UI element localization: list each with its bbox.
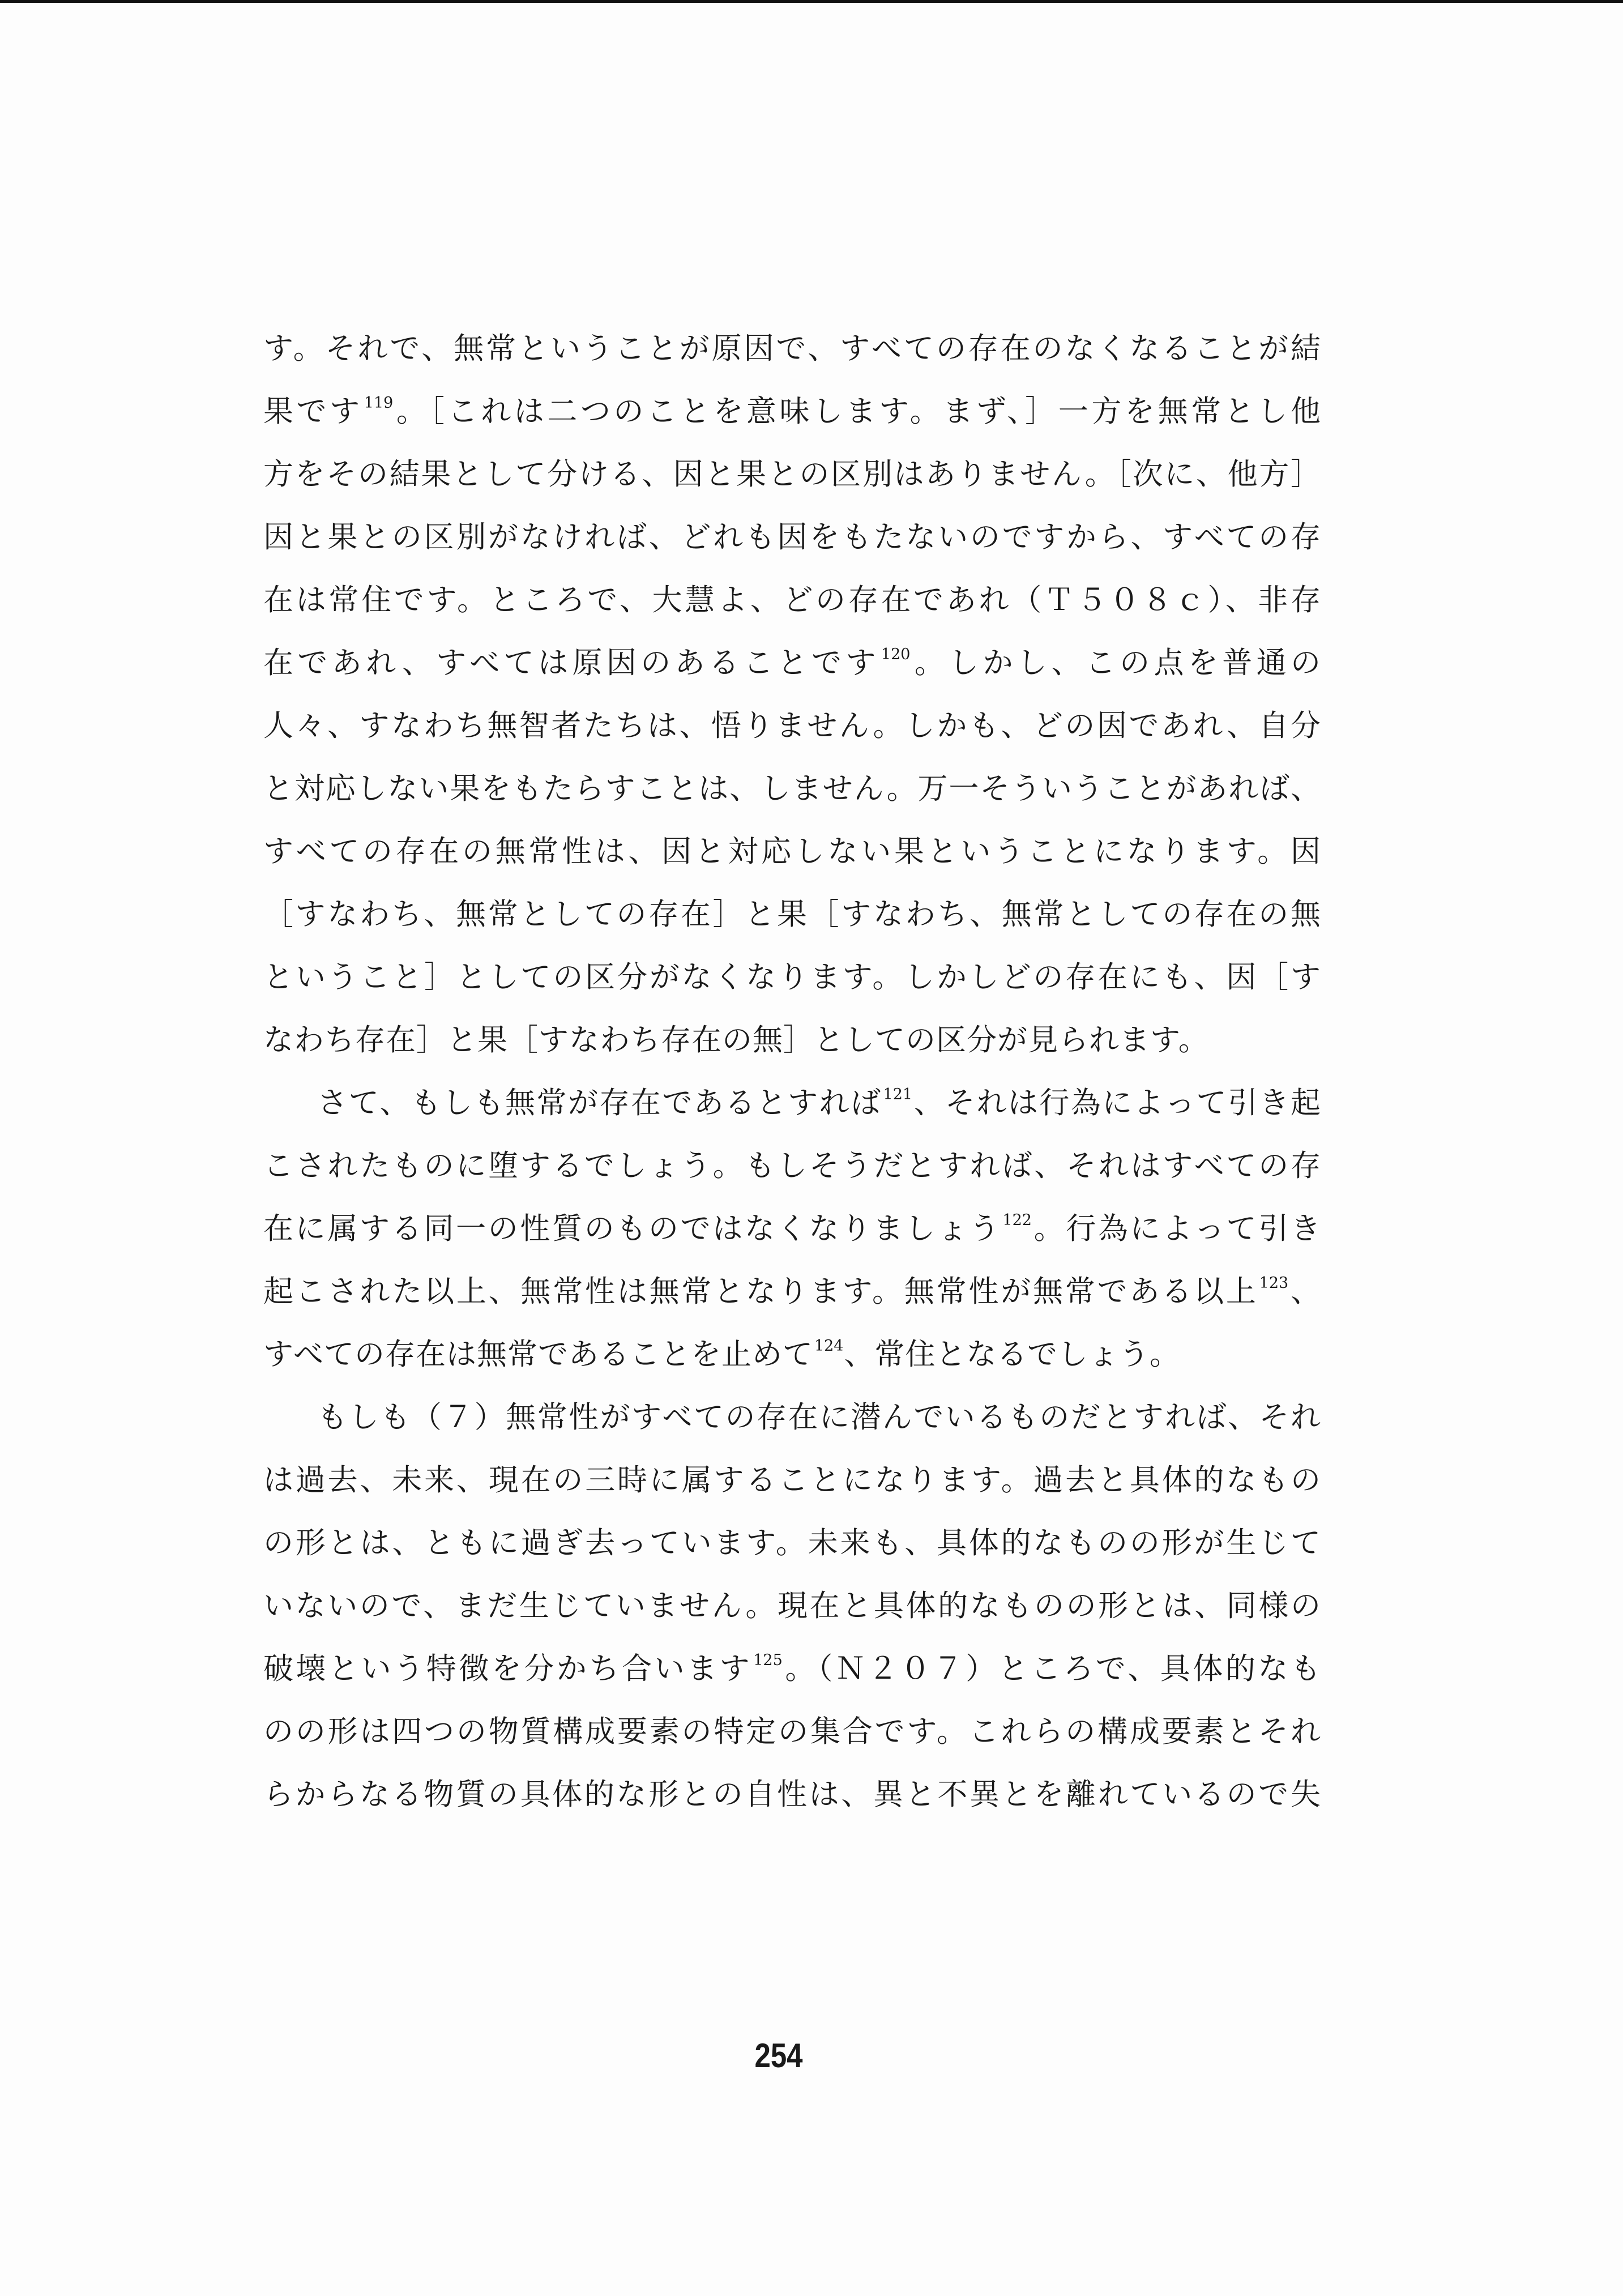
text-run: こされたものに堕するでしょう。もしそうだとすれば、それはすべての存	[263, 1149, 1321, 1183]
text-line	[263, 1512, 1321, 1574]
page-number: 254	[754, 2037, 803, 2075]
text-run: ということ］としての区分がなくなります。しかしどの存在にも、因［す	[263, 960, 1321, 995]
text-run: 在に属する同一の性質のものではなくなりましょう	[263, 1211, 1002, 1246]
text-line	[263, 443, 1321, 506]
text-run: ［すなわち、無常としての存在］と果［すなわち、無常としての存在の無	[263, 897, 1321, 932]
scan-edge-line	[0, 0, 1623, 3]
text-run: 。しかし、この点を普通の	[911, 646, 1321, 680]
text-line	[263, 1637, 1321, 1700]
footnote-ref: 125	[753, 1651, 783, 1669]
text-run: 因と果との区別がなければ、どれも因をもたないのですから、すべての存	[263, 520, 1321, 554]
text-line	[263, 1700, 1321, 1763]
text-run: の形とは、ともに過ぎ去っています。未来も、具体的なものの形が生じて	[263, 1526, 1321, 1560]
text-run: と対応しない果をもたらすことは、しません。万一そういうことがあれば、	[263, 771, 1321, 806]
text-run: もしも（７）無常性がすべての存在に潜んでいるものだとすれば、それ	[317, 1400, 1321, 1435]
paragraph	[263, 1386, 1321, 1826]
text-line	[263, 1449, 1321, 1512]
text-line	[263, 946, 1321, 1009]
text-line	[263, 1763, 1321, 1826]
text-line	[263, 757, 1321, 820]
text-line	[263, 1260, 1321, 1323]
text-line	[263, 1386, 1321, 1449]
text-run: すべての存在は無常であることを止めて	[263, 1337, 813, 1372]
footnote-ref: 122	[1002, 1211, 1032, 1229]
footnote-ref: 121	[883, 1086, 913, 1103]
text-run: 。（Ｎ２０７）ところで、具体的なも	[783, 1651, 1321, 1686]
footnote-ref: 123	[1259, 1274, 1289, 1292]
body-text	[263, 317, 1321, 1826]
text-run: 人々、すなわち無智者たちは、悟りません。しかも、どの因であれ、自分	[263, 709, 1321, 743]
footnote-ref: 119	[364, 394, 394, 412]
text-line	[263, 569, 1321, 631]
paragraph	[263, 1072, 1321, 1386]
text-run: は過去、未来、現在の三時に属することになります。過去と具体的なもの	[263, 1463, 1321, 1497]
text-line	[263, 631, 1321, 694]
text-line	[263, 1134, 1321, 1197]
text-run: 起こされた以上、無常性は無常となります。無常性が無常である以上	[263, 1274, 1258, 1309]
text-run: いないので、まだ生じていません。現在と具体的なものの形とは、同様の	[263, 1589, 1321, 1623]
text-line	[263, 883, 1321, 946]
text-run: 方をその結果として分ける、因と果との区別はありません。［次に、他方］	[263, 457, 1321, 492]
text-line	[263, 1072, 1321, 1134]
text-run: す。それで、無常ということが原因で、すべての存在のなくなることが結	[263, 331, 1321, 366]
text-line	[263, 1323, 1321, 1386]
text-run: のの形は四つの物質構成要素の特定の集合です。これらの構成要素とそれ	[263, 1714, 1321, 1749]
text-run: 。［これは二つのことを意味します。まず、］一方を無常とし他	[394, 394, 1321, 429]
text-line	[263, 1009, 1321, 1072]
text-line	[263, 694, 1321, 757]
text-run: すべての存在の無常性は、因と対応しない果ということになります。因	[263, 834, 1321, 869]
text-run: 果です	[263, 394, 363, 429]
text-line	[263, 1574, 1321, 1637]
text-line	[263, 506, 1321, 569]
text-run: 破壊という特徴を分かち合います	[263, 1651, 753, 1686]
text-run: 。行為によって引き	[1032, 1211, 1322, 1246]
text-line	[263, 317, 1321, 380]
text-run: 在であれ、すべては原因のあることです	[263, 646, 880, 680]
text-run: 、それは行為によって引き起	[913, 1086, 1321, 1120]
text-line	[263, 1197, 1321, 1260]
text-run: 、	[1289, 1274, 1322, 1309]
text-run: 、常住となるでしょう。	[844, 1337, 1180, 1372]
text-line	[263, 380, 1321, 443]
text-run: らからなる物質の具体的な形との自性は、異と不異とを離れているので失	[263, 1777, 1321, 1812]
text-line	[263, 820, 1321, 883]
footnote-ref: 124	[814, 1337, 844, 1355]
text-run: なわち存在］と果［すなわち存在の無］としての区分が見られます。	[263, 1023, 1209, 1057]
text-run: 在は常住です。ところで、大慧よ、どの存在であれ（Ｔ５０８ｃ）、非存	[263, 583, 1321, 617]
footnote-ref: 120	[881, 646, 911, 663]
paragraph	[263, 317, 1321, 1072]
text-run: さて、もしも無常が存在であるとすれば	[317, 1086, 882, 1120]
